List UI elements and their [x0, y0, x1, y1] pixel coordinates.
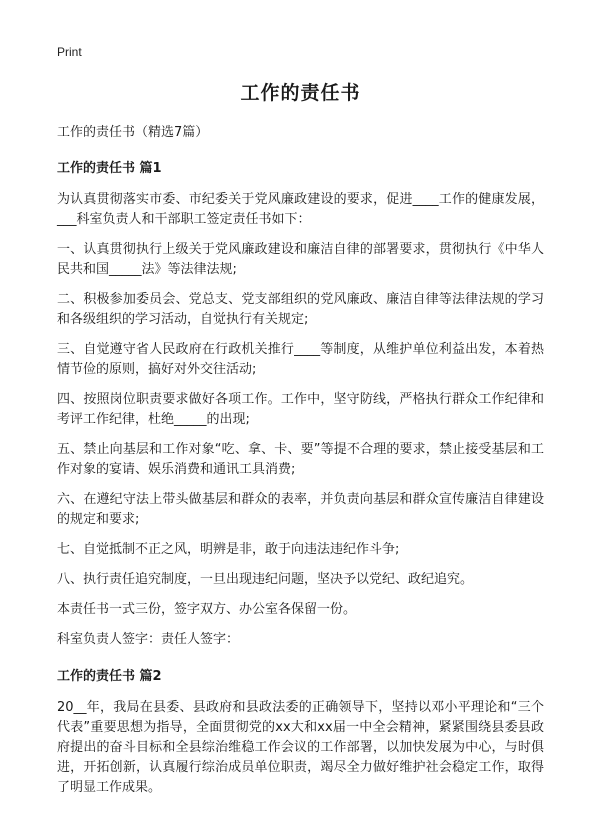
document-subtitle: 工作的责任书（精选7篇） [57, 125, 209, 140]
paragraph: 六、在遵纪守法上带头做基层和群众的表率，并负责向基层和群众宣传廉洁自律建设的规定和要求; [57, 492, 544, 527]
paragraph: 五、禁止向基层和工作对象“吃、拿、卡、要”等提不合理的要求，禁止接受基层和工作对象的宴请、娱乐消费和通讯工具消费; [57, 442, 544, 477]
paragraph: 为认真贯彻落实市委、市纪委关于党风廉政建设的要求，促进____工作的健康发展，___科室负责人和干部职工签定责任书如下： [57, 192, 544, 227]
paragraph: 四、按照岗位职责要求做好各项工作。工作中，坚守防线，严格执行群众工作纪律和考评工作纪律，杜绝_____的出现; [57, 392, 544, 427]
section-heading-2: 工作的责任书 篇2 [57, 669, 162, 684]
paragraph: 八、执行责任追究制度，一旦出现违纪问题，坚决予以党纪、政纪追究。 [57, 572, 474, 587]
paragraph: 20__年，我局在县委、县政府和县政法委的正确领导下，坚持以邓小平理论和“三个代表”重要思想为指导，全面贯彻党的xx大和xx届一中全会精神，紧紧围绕县委县政府提出的奋斗目标和全县综治维稳工作会议的工作部署，以加快发展为中心，与时俱进，开拓创新，认真履行综治成员单位职责，竭尽全力做好维护社会稳定工作，取得了明显工作成果。 [57, 700, 544, 795]
print-link[interactable]: Print [57, 45, 82, 59]
paragraph: 二、积极参加委员会、党总支、党支部组织的党风廉政、廉洁自律等法律法规的学习和各级组织的学习活动，自觉执行有关规定; [57, 292, 544, 327]
section-heading-1: 工作的责任书 篇1 [57, 161, 162, 176]
paragraph: 一、认真贯彻执行上级关于党风廉政建设和廉洁自律的部署要求，贯彻执行《中华人民共和国_____法》等法律法规; [57, 242, 544, 277]
paragraph: 七、自觉抵制不正之风，明辨是非，敢于向违法违纪作斗争; [57, 542, 400, 557]
document-title: 工作的责任书 [240, 82, 361, 104]
signature-line: 科室负责人签字：责任人签字： [57, 632, 240, 647]
paragraph: 三、自觉遵守省人民政府在行政机关推行____等制度，从维护单位利益出发，本着热情节俭的原则，搞好对外交往活动; [57, 342, 544, 377]
paragraph: 本责任书一式三份，签字双方、办公室各保留一份。 [57, 602, 357, 617]
